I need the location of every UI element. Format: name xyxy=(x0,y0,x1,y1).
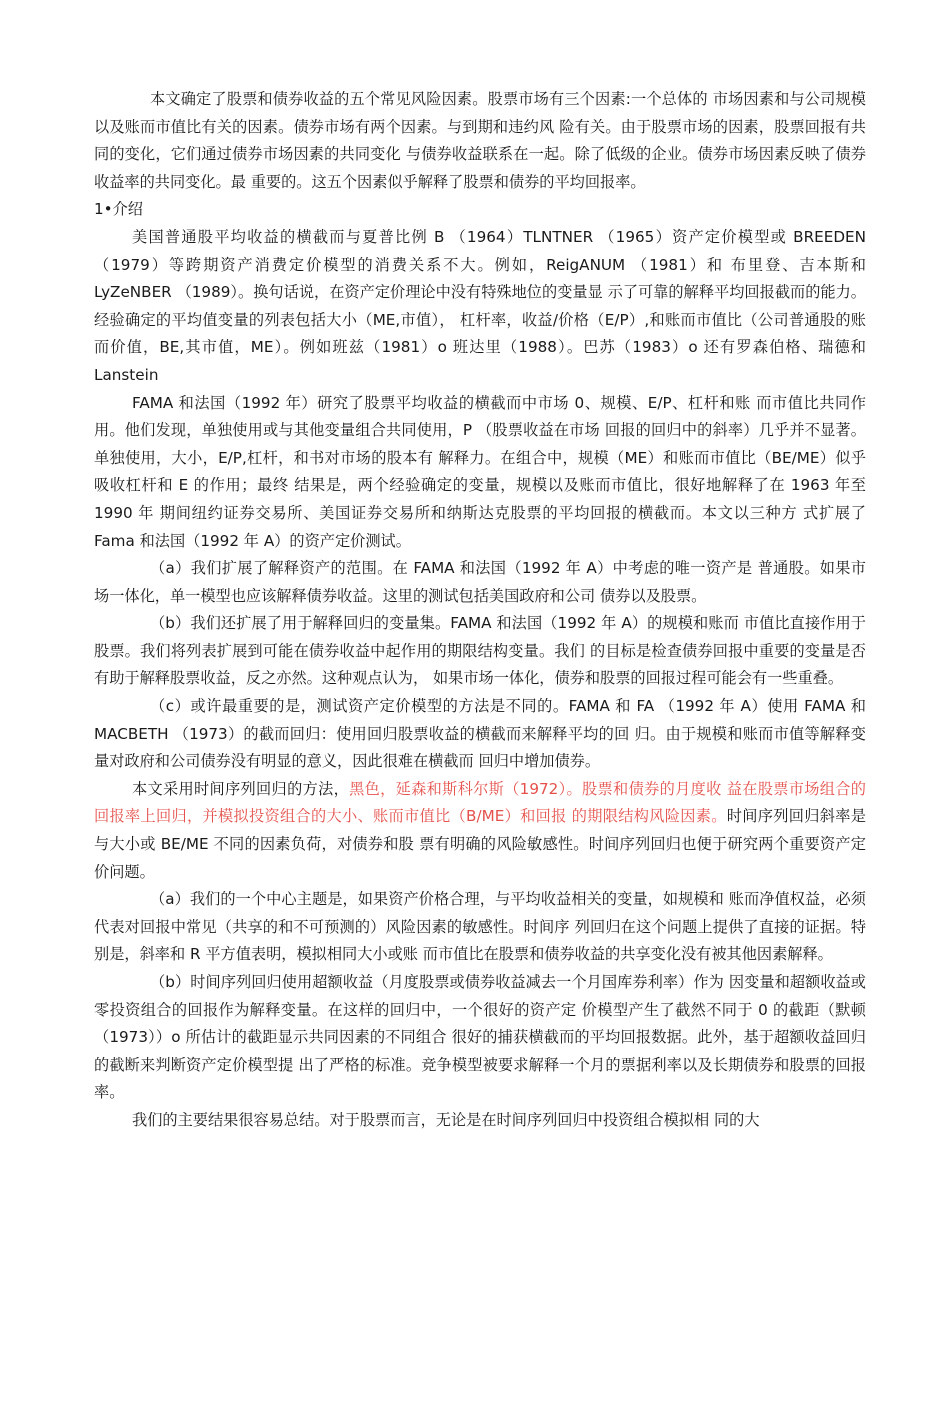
point-a-central-theme: （a）我们的一个中心主题是，如果资产价格合理，与平均收益相关的变量，如规模和 账而净值权益，必须代表对回报中常见（共享的和不可预测的）风险因素的敏感性。时间序 列回归在这个问题上提供了直接的证据。特别是，斜率和 R 平方值表明，模拟相同大小或账 而市值比在股票和债券收益的共享变化没有被其他因素解释。 xyxy=(94,890,866,964)
document-body xyxy=(94,86,866,1135)
time-series-paragraph xyxy=(94,776,866,886)
highlighted-text: 黑色，延森和斯科尔斯（1972）。股票和债券的月度收 益在股票市场组合的回报率上回归，并模拟投资组合的大小、账而市值比（B/ME）和回报 的期限结构风险因素。 xyxy=(94,779,866,826)
intro-paragraph-1: 美国普通股平均收益的横截而与夏普比例 B （1964）TLNTNER （1965）资产定价模型或 BREEDEN （1979）等跨期资产消费定价模型的消费关系不大。例如，ReigANUM （1981）和 布里登、吉本斯和 LyZeNBER （1989）。换句话说，在资产定价理论中没有特殊地位的变量显 示了可靠的解释平均回报截而的能力。经验确定的平均值变量的列表包括大小（ME,市值）， 杠杆率，收益/价格（E/P）,和账而市值比（公司普通股的账而价值，BE,其市值，ME）。例如班兹（1981）o 班达里（1988）。巴苏（1983）o 还有罗森伯格、瑞德和 Lanstein xyxy=(94,227,866,384)
section-heading-introduction: 1•介绍 xyxy=(94,200,143,219)
results-summary-paragraph: 我们的主要结果很容易总结。对于股票而言，无论是在时间序列回归中投资组合模拟相 同的大 xyxy=(132,1110,760,1129)
intro-paragraph-2: FAMA 和法国（1992 年）研究了股票平均收益的横截而中市场 0、规模、E/P、杠杆和账 而市值比共同作用。他们发现，单独使用或与其他变量组合共同使用，P （股票收益在市场 回报的回归中的斜率）几乎并不显著。单独使用，大小，E/P,杠杆，和书对市场的股本有 解释力。在组合中，规模（ME）和账而市值比（BE/ME）似乎吸收杠杆和 E 的作用；最终 结果是，两个经验确定的变量，规模以及账而市值比，很好地解释了在 1963 年至 1990 年 期间纽约证券交易所、美国证券交易所和纳斯达克股票的平均回报的横截而。本文以三种方 式扩展了 Fama 和法国（1992 年 A）的资产定价测试。 xyxy=(94,393,866,550)
point-b-excess-returns: （b）时间序列回归使用超额收益（月度股票或债券收益减去一个月国库券利率）作为 因变量和超额收益或零投资组合的回报作为解释变量。在这样的回归中，一个很好的资产定 价模型产生了截然不同于 0 的截距（默顿（1973））o 所估计的截距显示共同因素的不同组合 很好的捕获横截而的平均回报数据。此外，基于超额收益回归的截断来判断资产定价模型提 出了严格的标准。竞争模型被要求解释一个月的票据利率以及长期债券和股票的回报率。 xyxy=(94,973,866,1102)
point-c-method: （c）或许最重要的是，测试资产定价模型的方法是不同的。FAMA 和 FA （1992 年 A）使用 FAMA 和 MACBETH （1973）的截而回归：使用回归股票收益的横截而来解释平均的回 归。由于规模和账而市值等解释变量对政府和公司债券没有明显的意义，因此很难在横截而 回归中增加债券。 xyxy=(94,697,866,771)
point-b-variables: （b）我们还扩展了用于解释回归的变量集。FAMA 和法国（1992 年 A）的规模和账而 市值比直接作用于股票。我们将列表扩展到可能在债券收益中起作用的期限结构变量。我们 的目标是检查债券回报中重要的变量是否有助于解释股票收益，反之亦然。这种观点认为， 如果市场一体化，债券和股票的回报过程可能会有一些重叠。 xyxy=(94,614,866,688)
time-series-suffix: 时间序列回归斜率是与大小或 BE/ME 不同的因素负荷，对债券和股 票有明确的风险敏感性。时间序列回归也便于研究两个重要资产定价问题。 xyxy=(94,807,866,881)
time-series-prefix: 本文采用时间序列回归的方法， xyxy=(132,779,350,798)
abstract-paragraph: 本文确定了股票和债券收益的五个常见风险因素。股票市场有三个因素:一个总体的 市场因素和与公司规模以及账而市值比有关的因素。债券市场有两个因素。与到期和违约风 险有关。由于股票市场的因素，股票回报有共同的变化，它们通过债券市场因素的共同变化 与债券收益联系在一起。除了低级的企业。债券市场因素反映了债券收益率的共同变化。最 重要的。这五个因素似乎解释了股票和债券的平均回报率。 xyxy=(94,90,866,191)
point-a-scope: （a）我们扩展了解释资产的范围。在 FAMA 和法国（1992 年 A）中考虑的唯一资产是 普通股。如果市场一体化，单一模型也应该解释债券收益。这里的测试包括美国政府和公司 债券以及股票。 xyxy=(94,559,866,605)
